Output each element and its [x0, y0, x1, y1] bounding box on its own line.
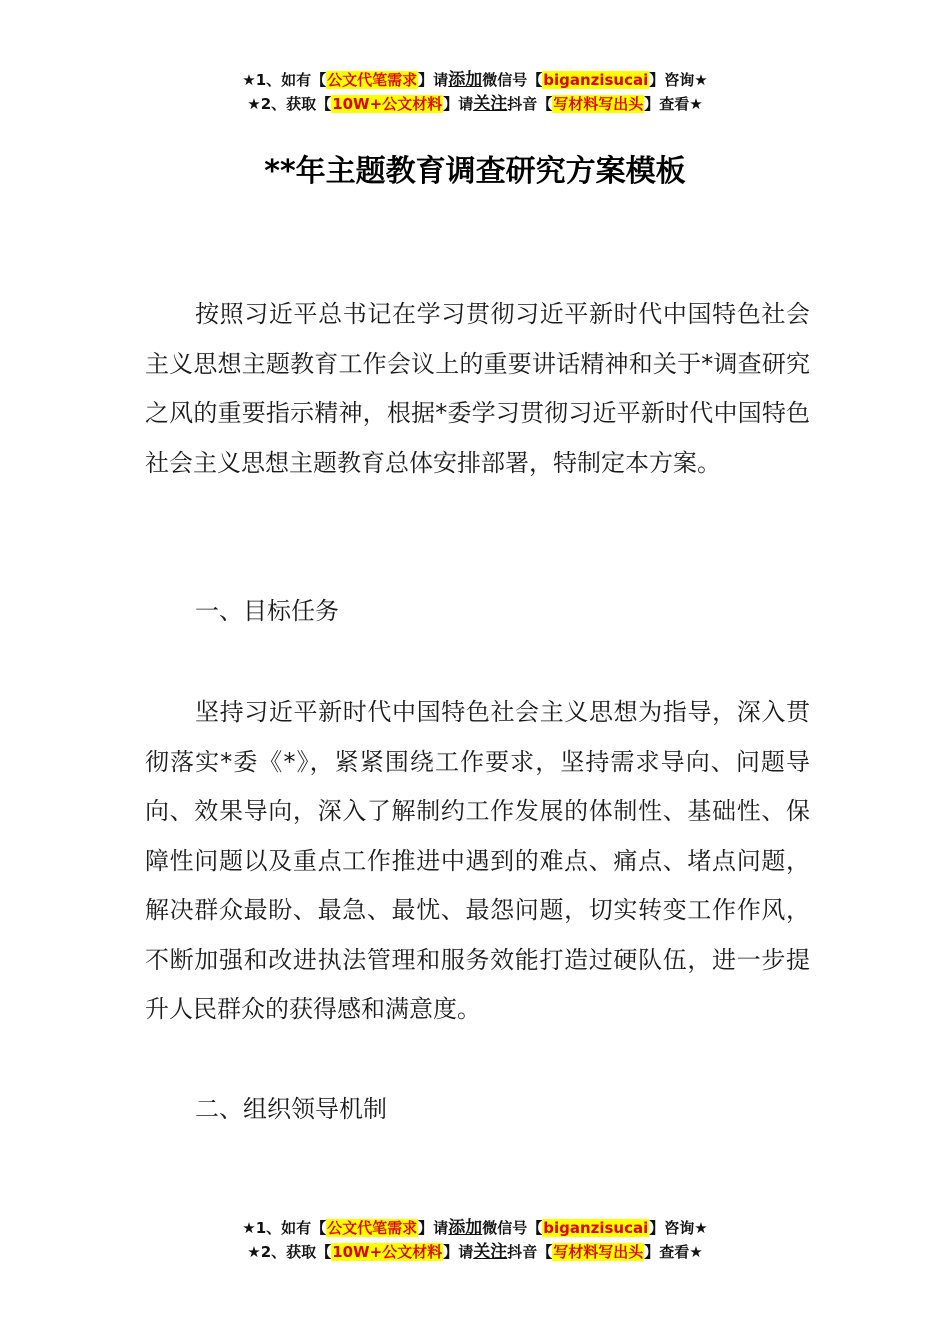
footer-ad-line-2-prefix: ★2、获取【: [247, 1243, 332, 1261]
footer-ad-line-2-suffix: 】查看★: [644, 1243, 703, 1261]
footer-ad-highlight-douyin-id: 写材料写出头: [553, 1243, 644, 1261]
section-1-heading: 一、目标任务: [195, 597, 339, 625]
footer-ad-highlight-wechat-id: biganzisucai: [543, 1219, 649, 1237]
footer-ad-emphasis-add: 添加: [448, 1218, 483, 1238]
ad-line-2-middle: 】请: [443, 95, 474, 113]
footer-ad-line-1: [0, 1216, 950, 1240]
footer-ad-line-1-prefix: ★1、如有【: [242, 1219, 327, 1237]
ad-emphasis-follow: 关注: [473, 94, 508, 114]
section-1-paragraph: 坚持习近平新时代中国特色社会主义思想为指导，深入贯彻落实*委《*》，紧紧围绕工作要求，坚持需求导向、问题导向、效果导向，深入了解制约工作发展的体制性、基础性、保障性问题以及重点工作推进中遇到的难点、痛点、堵点问题，解决群众最盼、最急、最忧、最怨问题，切实转变工作作风，不断加强和改进执法管理和服务效能打造过硬队伍，进一步提升人民群众的获得感和满意度。: [145, 698, 810, 1023]
ad-line-1-prefix: ★1、如有【: [242, 71, 327, 89]
ad-highlight-wechat-id: biganzisucai: [543, 71, 649, 89]
ad-line-1-middle: 】请: [418, 71, 449, 89]
ad-highlight-douyin-id: 写材料写出头: [553, 95, 644, 113]
footer-ad-banner: [0, 1216, 950, 1264]
footer-ad-line-2-middle-2: 抖音【: [507, 1243, 553, 1261]
ad-line-2: [0, 92, 950, 116]
ad-line-2-prefix: ★2、获取【: [247, 95, 332, 113]
intro-paragraph: 按照习近平总书记在学习贯彻习近平新时代中国特色社会主义思想主题教育工作会议上的重要讲话精神和关于*调查研究之风的重要指示精神，根据*委学习贯彻习近平新时代中国特色社会主义思想主题教育总体安排部署，特制定本方案。: [145, 300, 810, 477]
footer-ad-line-1-middle: 】请: [418, 1219, 449, 1237]
footer-ad-emphasis-follow: 关注: [473, 1242, 508, 1262]
section-2-heading: 二、组织领导机制: [195, 1095, 387, 1123]
ad-emphasis-add: 添加: [448, 70, 483, 90]
ad-line-1-middle-2: 微信号【: [482, 71, 543, 89]
footer-ad-line-1-middle-2: 微信号【: [482, 1219, 543, 1237]
ad-line-1-suffix: 】咨询★: [649, 71, 708, 89]
footer-ad-highlight-service: 公文代笔需求: [327, 1219, 418, 1237]
ad-highlight-materials: 10W+公文材料: [332, 95, 443, 113]
footer-ad-highlight-materials: 10W+公文材料: [332, 1243, 443, 1261]
footer-ad-line-2: [0, 1240, 950, 1264]
ad-line-2-middle-2: 抖音【: [507, 95, 553, 113]
ad-line-1: [0, 68, 950, 92]
footer-ad-line-1-suffix: 】咨询★: [649, 1219, 708, 1237]
footer-ad-line-2-middle: 】请: [443, 1243, 474, 1261]
document-title: **年主题教育调查研究方案模板: [264, 154, 686, 189]
header-ad-banner: [0, 68, 950, 116]
ad-line-2-suffix: 】查看★: [644, 95, 703, 113]
ad-highlight-service: 公文代笔需求: [327, 71, 418, 89]
